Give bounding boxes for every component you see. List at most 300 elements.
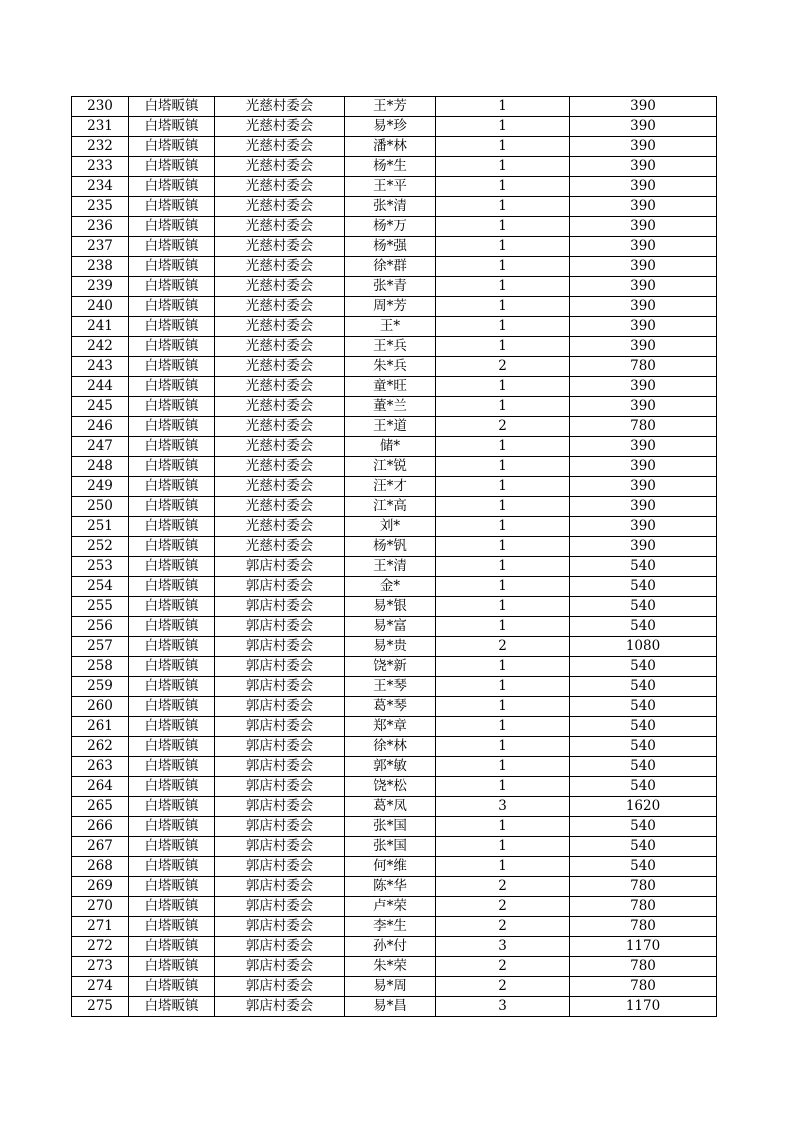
serial-number-cell: 254 (72, 577, 129, 597)
village-committee-cell: 郭店村委会 (215, 757, 345, 777)
amount-cell: 390 (570, 97, 717, 117)
household-count-cell: 1 (436, 157, 570, 177)
household-count-cell: 1 (436, 257, 570, 277)
village-committee-cell: 光慈村委会 (215, 537, 345, 557)
town-cell: 白塔畈镇 (129, 797, 215, 817)
table-row (72, 657, 717, 677)
serial-number-cell: 270 (72, 897, 129, 917)
amount-cell: 540 (570, 757, 717, 777)
household-count-cell: 1 (436, 397, 570, 417)
serial-number-cell: 261 (72, 717, 129, 737)
person-name-cell: 王*平 (345, 177, 436, 197)
town-cell: 白塔畈镇 (129, 677, 215, 697)
person-name-cell: 杨*生 (345, 157, 436, 177)
household-count-cell: 1 (436, 117, 570, 137)
household-count-cell: 1 (436, 377, 570, 397)
person-name-cell: 饶*松 (345, 777, 436, 797)
amount-cell: 780 (570, 897, 717, 917)
serial-number-cell: 268 (72, 857, 129, 877)
person-name-cell: 卢*荣 (345, 897, 436, 917)
village-committee-cell: 郭店村委会 (215, 817, 345, 837)
amount-cell: 390 (570, 257, 717, 277)
village-committee-cell: 光慈村委会 (215, 497, 345, 517)
person-name-cell: 易*昌 (345, 997, 436, 1017)
village-committee-cell: 郭店村委会 (215, 897, 345, 917)
town-cell: 白塔畈镇 (129, 317, 215, 337)
serial-number-cell: 238 (72, 257, 129, 277)
table-row (72, 237, 717, 257)
town-cell: 白塔畈镇 (129, 537, 215, 557)
village-committee-cell: 光慈村委会 (215, 117, 345, 137)
village-committee-cell: 光慈村委会 (215, 337, 345, 357)
serial-number-cell: 255 (72, 597, 129, 617)
amount-cell: 390 (570, 497, 717, 517)
household-count-cell: 1 (436, 737, 570, 757)
serial-number-cell: 258 (72, 657, 129, 677)
amount-cell: 540 (570, 577, 717, 597)
person-name-cell: 葛*琴 (345, 697, 436, 717)
person-name-cell: 孙*付 (345, 937, 436, 957)
serial-number-cell: 247 (72, 437, 129, 457)
town-cell: 白塔畈镇 (129, 577, 215, 597)
household-count-cell: 3 (436, 797, 570, 817)
village-committee-cell: 光慈村委会 (215, 317, 345, 337)
amount-cell: 390 (570, 437, 717, 457)
amount-cell: 390 (570, 517, 717, 537)
amount-cell: 390 (570, 377, 717, 397)
household-count-cell: 1 (436, 537, 570, 557)
village-committee-cell: 光慈村委会 (215, 437, 345, 457)
serial-number-cell: 271 (72, 917, 129, 937)
table-row (72, 117, 717, 137)
village-committee-cell: 光慈村委会 (215, 277, 345, 297)
village-committee-cell: 光慈村委会 (215, 237, 345, 257)
household-count-cell: 2 (436, 957, 570, 977)
household-count-cell: 1 (436, 437, 570, 457)
village-committee-cell: 郭店村委会 (215, 697, 345, 717)
household-count-cell: 1 (436, 617, 570, 637)
person-name-cell: 王*道 (345, 417, 436, 437)
household-count-cell: 1 (436, 197, 570, 217)
amount-cell: 390 (570, 157, 717, 177)
town-cell: 白塔畈镇 (129, 137, 215, 157)
town-cell: 白塔畈镇 (129, 757, 215, 777)
amount-cell: 780 (570, 417, 717, 437)
table-row (72, 357, 717, 377)
household-count-cell: 1 (436, 477, 570, 497)
village-committee-cell: 郭店村委会 (215, 937, 345, 957)
amount-cell: 540 (570, 777, 717, 797)
serial-number-cell: 235 (72, 197, 129, 217)
amount-cell: 780 (570, 917, 717, 937)
person-name-cell: 易*周 (345, 977, 436, 997)
village-committee-cell: 郭店村委会 (215, 717, 345, 737)
person-name-cell: 朱*兵 (345, 357, 436, 377)
serial-number-cell: 275 (72, 997, 129, 1017)
amount-cell: 390 (570, 537, 717, 557)
village-committee-cell: 光慈村委会 (215, 457, 345, 477)
household-count-cell: 1 (436, 717, 570, 737)
household-count-cell: 2 (436, 917, 570, 937)
serial-number-cell: 250 (72, 497, 129, 517)
town-cell: 白塔畈镇 (129, 197, 215, 217)
table-row (72, 717, 717, 737)
table-row (72, 517, 717, 537)
household-count-cell: 1 (436, 657, 570, 677)
serial-number-cell: 234 (72, 177, 129, 197)
person-name-cell: 葛*凤 (345, 797, 436, 817)
amount-cell: 1620 (570, 797, 717, 817)
town-cell: 白塔畈镇 (129, 777, 215, 797)
town-cell: 白塔畈镇 (129, 657, 215, 677)
amount-cell: 1080 (570, 637, 717, 657)
table-row (72, 997, 717, 1017)
table-row (72, 777, 717, 797)
table-row (72, 857, 717, 877)
serial-number-cell: 273 (72, 957, 129, 977)
serial-number-cell: 263 (72, 757, 129, 777)
person-name-cell: 陈*华 (345, 877, 436, 897)
village-committee-cell: 光慈村委会 (215, 97, 345, 117)
amount-cell: 390 (570, 397, 717, 417)
household-count-cell: 2 (436, 637, 570, 657)
amount-cell: 390 (570, 217, 717, 237)
town-cell: 白塔畈镇 (129, 557, 215, 577)
town-cell: 白塔畈镇 (129, 177, 215, 197)
village-committee-cell: 郭店村委会 (215, 737, 345, 757)
village-committee-cell: 光慈村委会 (215, 217, 345, 237)
person-name-cell: 徐*群 (345, 257, 436, 277)
amount-cell: 390 (570, 337, 717, 357)
serial-number-cell: 256 (72, 617, 129, 637)
serial-number-cell: 232 (72, 137, 129, 157)
amount-cell: 540 (570, 557, 717, 577)
table-row (72, 97, 717, 117)
person-name-cell: 王*芳 (345, 97, 436, 117)
amount-cell: 780 (570, 357, 717, 377)
serial-number-cell: 245 (72, 397, 129, 417)
serial-number-cell: 230 (72, 97, 129, 117)
village-committee-cell: 郭店村委会 (215, 557, 345, 577)
table-row (72, 597, 717, 617)
serial-number-cell: 237 (72, 237, 129, 257)
town-cell: 白塔畈镇 (129, 157, 215, 177)
village-committee-cell: 郭店村委会 (215, 837, 345, 857)
household-count-cell: 1 (436, 337, 570, 357)
household-count-cell: 1 (436, 577, 570, 597)
amount-cell: 540 (570, 617, 717, 637)
serial-number-cell: 259 (72, 677, 129, 697)
person-name-cell: 汪*才 (345, 477, 436, 497)
village-committee-cell: 郭店村委会 (215, 997, 345, 1017)
person-name-cell: 王*清 (345, 557, 436, 577)
person-name-cell: 张*国 (345, 837, 436, 857)
amount-cell: 540 (570, 817, 717, 837)
household-count-cell: 1 (436, 857, 570, 877)
table-row (72, 577, 717, 597)
town-cell: 白塔畈镇 (129, 357, 215, 377)
serial-number-cell: 236 (72, 217, 129, 237)
village-committee-cell: 郭店村委会 (215, 637, 345, 657)
table-row (72, 317, 717, 337)
amount-cell: 540 (570, 597, 717, 617)
village-committee-cell: 光慈村委会 (215, 137, 345, 157)
serial-number-cell: 274 (72, 977, 129, 997)
table-row (72, 197, 717, 217)
village-committee-cell: 郭店村委会 (215, 577, 345, 597)
person-name-cell: 杨*万 (345, 217, 436, 237)
town-cell: 白塔畈镇 (129, 397, 215, 417)
table-row (72, 677, 717, 697)
amount-cell: 540 (570, 857, 717, 877)
household-count-cell: 1 (436, 757, 570, 777)
amount-cell: 390 (570, 197, 717, 217)
amount-cell: 540 (570, 717, 717, 737)
person-name-cell: 王*琴 (345, 677, 436, 697)
person-name-cell: 易*银 (345, 597, 436, 617)
serial-number-cell: 262 (72, 737, 129, 757)
town-cell: 白塔畈镇 (129, 857, 215, 877)
person-name-cell: 何*维 (345, 857, 436, 877)
serial-number-cell: 231 (72, 117, 129, 137)
town-cell: 白塔畈镇 (129, 617, 215, 637)
town-cell: 白塔畈镇 (129, 477, 215, 497)
town-cell: 白塔畈镇 (129, 817, 215, 837)
household-count-cell: 1 (436, 457, 570, 477)
household-count-cell: 2 (436, 417, 570, 437)
amount-cell: 390 (570, 137, 717, 157)
household-count-cell: 1 (436, 137, 570, 157)
table-row (72, 617, 717, 637)
person-name-cell: 王* (345, 317, 436, 337)
town-cell: 白塔畈镇 (129, 377, 215, 397)
household-count-cell: 2 (436, 897, 570, 917)
amount-cell: 780 (570, 957, 717, 977)
town-cell: 白塔畈镇 (129, 337, 215, 357)
person-name-cell: 储* (345, 437, 436, 457)
town-cell: 白塔畈镇 (129, 277, 215, 297)
person-name-cell: 金* (345, 577, 436, 597)
person-name-cell: 易*贵 (345, 637, 436, 657)
serial-number-cell: 260 (72, 697, 129, 717)
table-row (72, 937, 717, 957)
town-cell: 白塔畈镇 (129, 877, 215, 897)
table-row (72, 217, 717, 237)
village-committee-cell: 光慈村委会 (215, 377, 345, 397)
table-row (72, 397, 717, 417)
amount-cell: 540 (570, 657, 717, 677)
amount-cell: 390 (570, 277, 717, 297)
serial-number-cell: 249 (72, 477, 129, 497)
amount-cell: 390 (570, 477, 717, 497)
amount-cell: 390 (570, 317, 717, 337)
household-count-cell: 3 (436, 997, 570, 1017)
household-count-cell: 1 (436, 497, 570, 517)
amount-cell: 390 (570, 117, 717, 137)
town-cell: 白塔畈镇 (129, 217, 215, 237)
serial-number-cell: 239 (72, 277, 129, 297)
village-committee-cell: 郭店村委会 (215, 597, 345, 617)
town-cell: 白塔畈镇 (129, 517, 215, 537)
household-count-cell: 2 (436, 357, 570, 377)
village-committee-cell: 郭店村委会 (215, 917, 345, 937)
serial-number-cell: 252 (72, 537, 129, 557)
household-count-cell: 1 (436, 277, 570, 297)
table-row (72, 477, 717, 497)
village-committee-cell: 郭店村委会 (215, 777, 345, 797)
village-committee-cell: 郭店村委会 (215, 797, 345, 817)
table-row (72, 737, 717, 757)
serial-number-cell: 233 (72, 157, 129, 177)
serial-number-cell: 240 (72, 297, 129, 317)
amount-cell: 390 (570, 297, 717, 317)
town-cell: 白塔畈镇 (129, 97, 215, 117)
village-committee-cell: 光慈村委会 (215, 477, 345, 497)
table-row (72, 817, 717, 837)
town-cell: 白塔畈镇 (129, 697, 215, 717)
table-row (72, 637, 717, 657)
serial-number-cell: 257 (72, 637, 129, 657)
table-row (72, 377, 717, 397)
household-count-cell: 1 (436, 777, 570, 797)
person-name-cell: 潘*林 (345, 137, 436, 157)
person-name-cell: 李*生 (345, 917, 436, 937)
town-cell: 白塔畈镇 (129, 937, 215, 957)
village-committee-cell: 光慈村委会 (215, 177, 345, 197)
town-cell: 白塔畈镇 (129, 497, 215, 517)
household-count-cell: 1 (436, 97, 570, 117)
person-name-cell: 张*清 (345, 197, 436, 217)
person-name-cell: 郭*敏 (345, 757, 436, 777)
town-cell: 白塔畈镇 (129, 837, 215, 857)
person-name-cell: 江*高 (345, 497, 436, 517)
town-cell: 白塔畈镇 (129, 117, 215, 137)
person-name-cell: 王*兵 (345, 337, 436, 357)
table-row (72, 837, 717, 857)
amount-cell: 780 (570, 877, 717, 897)
household-count-cell: 1 (436, 837, 570, 857)
town-cell: 白塔畈镇 (129, 417, 215, 437)
serial-number-cell: 244 (72, 377, 129, 397)
household-count-cell: 2 (436, 877, 570, 897)
person-name-cell: 张*国 (345, 817, 436, 837)
amount-cell: 1170 (570, 997, 717, 1017)
town-cell: 白塔畈镇 (129, 997, 215, 1017)
table-row (72, 697, 717, 717)
person-name-cell: 杨*钒 (345, 537, 436, 557)
town-cell: 白塔畈镇 (129, 437, 215, 457)
village-committee-cell: 郭店村委会 (215, 657, 345, 677)
person-name-cell: 江*锐 (345, 457, 436, 477)
amount-cell: 540 (570, 677, 717, 697)
serial-number-cell: 243 (72, 357, 129, 377)
household-count-cell: 1 (436, 697, 570, 717)
serial-number-cell: 264 (72, 777, 129, 797)
serial-number-cell: 242 (72, 337, 129, 357)
table-row (72, 257, 717, 277)
household-count-cell: 1 (436, 177, 570, 197)
amount-cell: 540 (570, 737, 717, 757)
amount-cell: 780 (570, 977, 717, 997)
person-name-cell: 杨*强 (345, 237, 436, 257)
village-committee-cell: 光慈村委会 (215, 257, 345, 277)
town-cell: 白塔畈镇 (129, 917, 215, 937)
household-count-cell: 1 (436, 817, 570, 837)
table-row (72, 917, 717, 937)
amount-cell: 1170 (570, 937, 717, 957)
village-committee-cell: 光慈村委会 (215, 417, 345, 437)
town-cell: 白塔畈镇 (129, 737, 215, 757)
town-cell: 白塔畈镇 (129, 237, 215, 257)
person-name-cell: 刘* (345, 517, 436, 537)
person-name-cell: 徐*林 (345, 737, 436, 757)
town-cell: 白塔畈镇 (129, 897, 215, 917)
table-row (72, 957, 717, 977)
person-name-cell: 郑*章 (345, 717, 436, 737)
amount-cell: 540 (570, 837, 717, 857)
serial-number-cell: 266 (72, 817, 129, 837)
household-count-cell: 3 (436, 937, 570, 957)
serial-number-cell: 269 (72, 877, 129, 897)
town-cell: 白塔畈镇 (129, 717, 215, 737)
village-committee-cell: 郭店村委会 (215, 677, 345, 697)
household-count-cell: 2 (436, 977, 570, 997)
amount-cell: 390 (570, 177, 717, 197)
table-row (72, 277, 717, 297)
serial-number-cell: 246 (72, 417, 129, 437)
village-committee-cell: 光慈村委会 (215, 357, 345, 377)
town-cell: 白塔畈镇 (129, 977, 215, 997)
household-count-cell: 1 (436, 297, 570, 317)
town-cell: 白塔畈镇 (129, 957, 215, 977)
person-name-cell: 朱*荣 (345, 957, 436, 977)
person-name-cell: 易*珍 (345, 117, 436, 137)
serial-number-cell: 241 (72, 317, 129, 337)
serial-number-cell: 267 (72, 837, 129, 857)
household-count-cell: 1 (436, 217, 570, 237)
household-count-cell: 1 (436, 317, 570, 337)
table-row (72, 757, 717, 777)
table-row (72, 877, 717, 897)
table-row (72, 497, 717, 517)
household-count-cell: 1 (436, 557, 570, 577)
serial-number-cell: 253 (72, 557, 129, 577)
person-name-cell: 张*青 (345, 277, 436, 297)
village-committee-cell: 郭店村委会 (215, 977, 345, 997)
table-row (72, 457, 717, 477)
household-count-cell: 1 (436, 237, 570, 257)
person-name-cell: 董*兰 (345, 397, 436, 417)
serial-number-cell: 251 (72, 517, 129, 537)
household-count-cell: 1 (436, 597, 570, 617)
table-row (72, 417, 717, 437)
amount-cell: 540 (570, 697, 717, 717)
person-name-cell: 易*富 (345, 617, 436, 637)
table-row (72, 437, 717, 457)
table-body (72, 97, 717, 1017)
serial-number-cell: 272 (72, 937, 129, 957)
town-cell: 白塔畈镇 (129, 297, 215, 317)
table-row (72, 797, 717, 817)
serial-number-cell: 265 (72, 797, 129, 817)
household-count-cell: 1 (436, 517, 570, 537)
village-committee-cell: 郭店村委会 (215, 957, 345, 977)
village-committee-cell: 郭店村委会 (215, 857, 345, 877)
town-cell: 白塔畈镇 (129, 257, 215, 277)
town-cell: 白塔畈镇 (129, 637, 215, 657)
amount-cell: 390 (570, 237, 717, 257)
table-row (72, 977, 717, 997)
